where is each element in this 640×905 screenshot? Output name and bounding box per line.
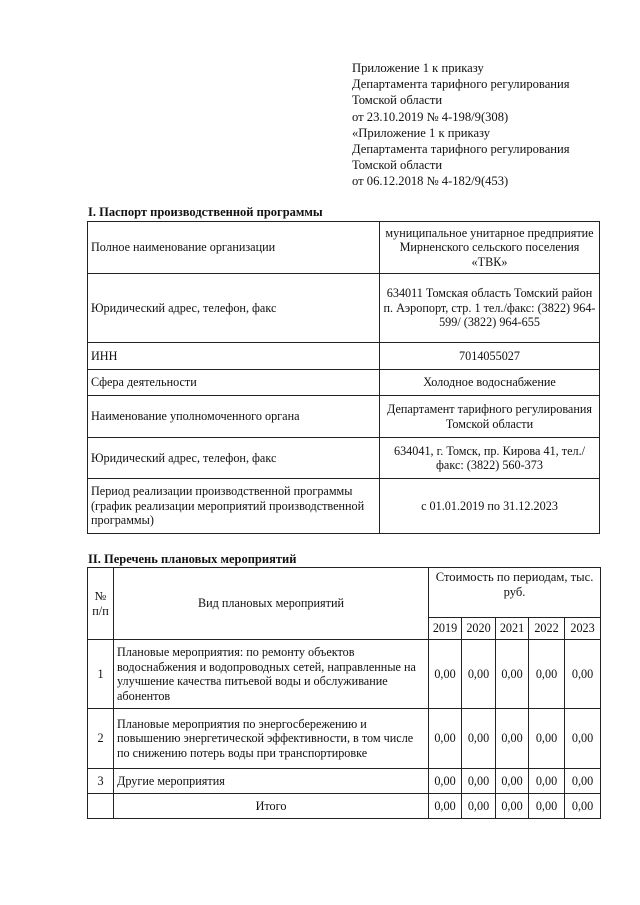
row-value: 0,00 <box>565 640 601 709</box>
header-line: Департамента тарифного регулирования <box>352 77 570 92</box>
table-total-row <box>88 794 601 819</box>
total-value: 0,00 <box>529 794 565 819</box>
total-num-cell <box>88 794 114 819</box>
table-row <box>88 343 600 370</box>
header-line: «Приложение 1 к приказу <box>352 125 491 140</box>
passport-table <box>87 221 600 534</box>
table-row <box>88 709 601 769</box>
row-value: 0,00 <box>462 709 496 769</box>
table-row <box>88 640 601 709</box>
order-header <box>352 60 570 190</box>
total-value: 0,00 <box>462 794 496 819</box>
row-value: 0,00 <box>462 640 496 709</box>
row-value: 0,00 <box>429 640 462 709</box>
row-label: Юридический адрес, телефон, факс <box>88 274 380 343</box>
row-value: 0,00 <box>429 709 462 769</box>
row-value: с 01.01.2019 по 31.12.2023 <box>380 479 600 534</box>
table-row <box>88 370 600 396</box>
table-header-row <box>88 568 601 618</box>
total-value: 0,00 <box>429 794 462 819</box>
row-value: Холодное водоснабжение <box>380 370 600 396</box>
row-value: муниципальное унитарное предприятие Мирненского сельского поселения «ТВК» <box>380 222 600 274</box>
header-line: от 06.12.2018 № 4-182/9(453) <box>352 174 509 189</box>
row-label: Наименование уполномоченного органа <box>88 396 380 438</box>
row-value: 0,00 <box>529 769 565 794</box>
header-line: Томской области <box>352 93 443 108</box>
row-label: Период реализации производственной программы (график реализации мероприятий производственной программы) <box>88 479 380 534</box>
row-label: ИНН <box>88 343 380 370</box>
col-header-num: № п/п <box>88 568 114 640</box>
header-line: Приложение 1 к приказу <box>352 61 484 75</box>
row-value: 0,00 <box>496 640 529 709</box>
header-line: от 23.10.2019 № 4-198/9(308) <box>352 109 509 124</box>
row-text: Другие мероприятия <box>114 769 429 794</box>
row-label: Сфера деятельности <box>88 370 380 396</box>
row-value: 0,00 <box>462 769 496 794</box>
table-row <box>88 479 600 534</box>
table-row <box>88 396 600 438</box>
section-1-title: I. Паспорт производственной программы <box>88 205 323 219</box>
row-text: Плановые мероприятия по энергосбережению и повышению энергетической эффективности, в том числе по снижению потерь воды при транспортировке <box>114 709 429 769</box>
col-header-kind: Вид плановых мероприятий <box>114 568 429 640</box>
row-num: 1 <box>88 640 114 709</box>
row-num: 2 <box>88 709 114 769</box>
year-header: 2019 <box>429 618 462 640</box>
row-value: 634011 Томская область Томский район п. Аэропорт, стр. 1 тел./факс: (3822) 964-599/ (3822) 964-655 <box>380 274 600 343</box>
row-value: 7014055027 <box>380 343 600 370</box>
row-label: Юридический адрес, телефон, факс <box>88 438 380 479</box>
row-value: 0,00 <box>496 709 529 769</box>
year-header: 2021 <box>496 618 529 640</box>
header-line: Томской области <box>352 158 443 173</box>
table-row <box>88 769 601 794</box>
header-line: Департамента тарифного регулирования <box>352 142 570 157</box>
section-2-title: II. Перечень плановых мероприятий <box>88 552 297 566</box>
table-row <box>88 274 600 343</box>
table-row <box>88 438 600 479</box>
year-header: 2023 <box>565 618 601 640</box>
row-value: 634041, г. Томск, пр. Кирова 41, тел./факс: (3822) 560-373 <box>380 438 600 479</box>
row-value: 0,00 <box>496 769 529 794</box>
year-header: 2022 <box>529 618 565 640</box>
row-value: 0,00 <box>429 769 462 794</box>
row-label: Полное наименование организации <box>88 222 380 274</box>
year-header: 2020 <box>462 618 496 640</box>
total-value: 0,00 <box>565 794 601 819</box>
total-value: 0,00 <box>496 794 529 819</box>
row-value: Департамент тарифного регулирования Томской области <box>380 396 600 438</box>
col-header-cost: Стоимость по периодам, тыс. руб. <box>429 568 601 618</box>
row-value: 0,00 <box>565 769 601 794</box>
row-value: 0,00 <box>529 709 565 769</box>
row-text: Плановые мероприятия: по ремонту объектов водоснабжения и водопроводных сетей, направленные на улучшение качества питьевой воды и обслуживание абонентов <box>114 640 429 709</box>
total-label: Итого <box>114 794 429 819</box>
activities-table <box>87 567 601 819</box>
row-value: 0,00 <box>529 640 565 709</box>
row-num: 3 <box>88 769 114 794</box>
table-row <box>88 222 600 274</box>
row-value: 0,00 <box>565 709 601 769</box>
